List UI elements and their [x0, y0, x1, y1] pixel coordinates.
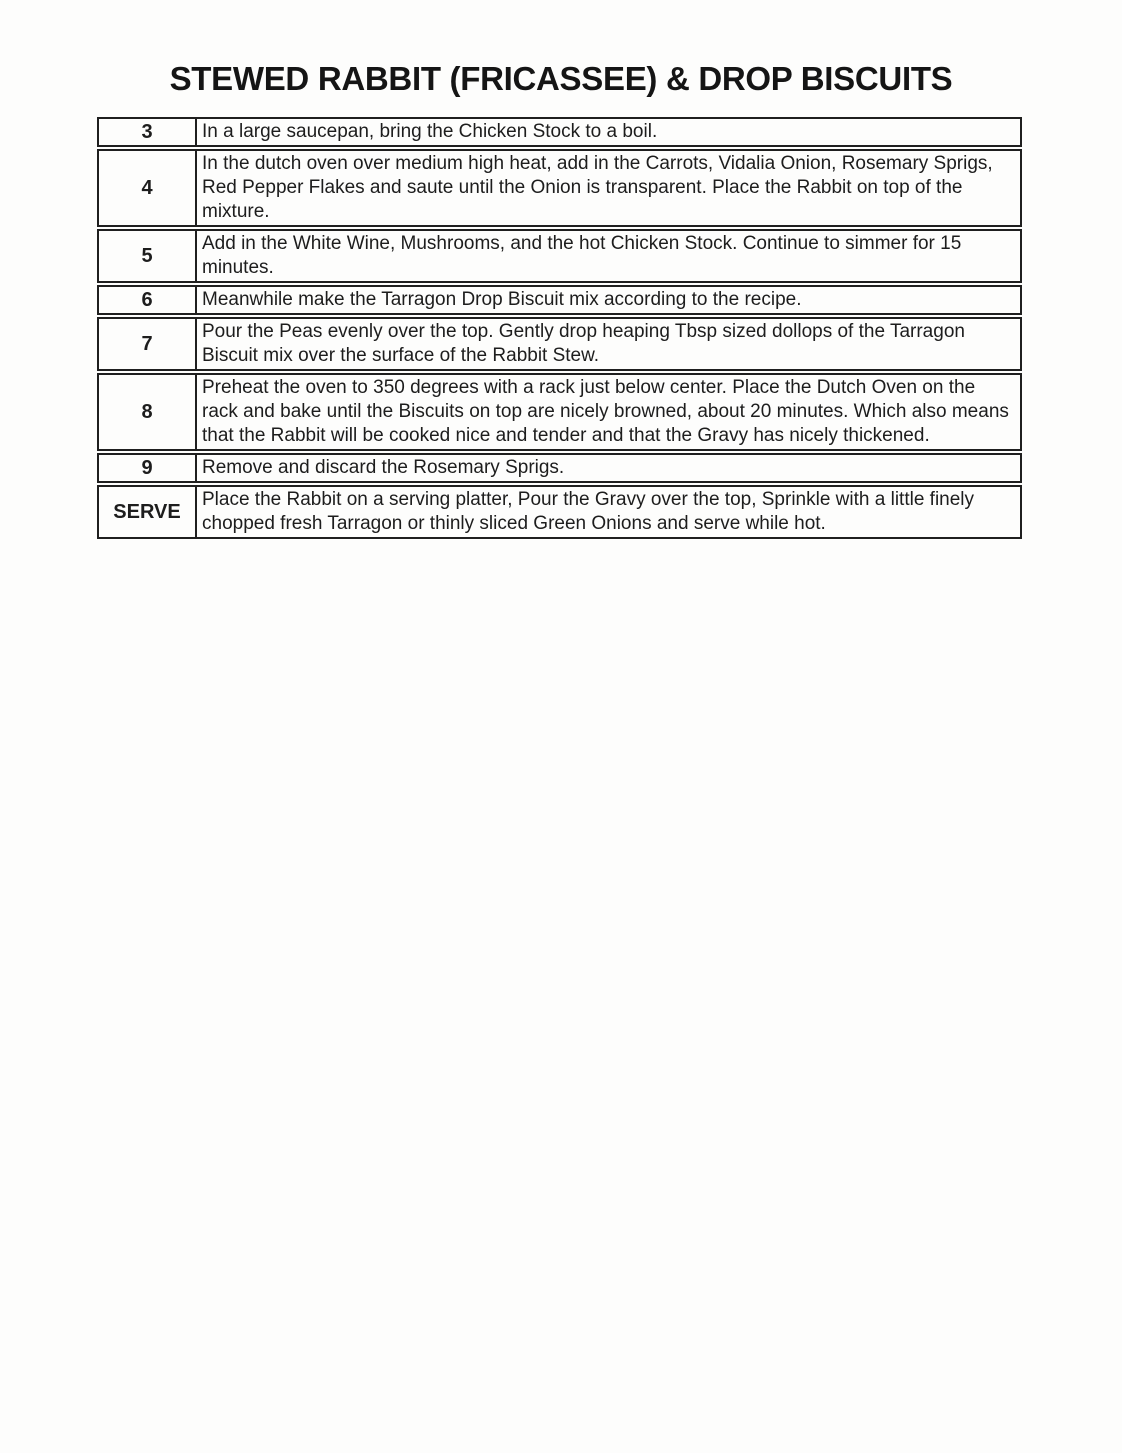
table-row — [97, 485, 1022, 539]
instruction-text: Pour the Peas evenly over the top. Gently drop heaping Tbsp sized dollops of the Tarragon Biscuit mix over the surface of the Rabbit Stew. — [202, 321, 965, 366]
instruction-cell — [197, 231, 1020, 281]
step-number-cell: 4 — [99, 151, 197, 225]
instruction-cell — [197, 455, 1020, 481]
step-number-cell: 3 — [99, 119, 197, 145]
instruction-text: Preheat the oven to 350 degrees with a rack just below center. Place the Dutch Oven on the rack and bake until the Biscuits on top are nicely browned, about 20 minutes. Which also means that the Rabbit will be cooked nice and tender and that the Gravy has nicely thickened. — [202, 377, 1009, 446]
instruction-text: Meanwhile make the Tarragon Drop Biscuit mix according to the recipe. — [202, 289, 802, 310]
instruction-cell — [197, 319, 1020, 369]
page-title: STEWED RABBIT (FRICASSEE) & DROP BISCUITS — [169, 60, 953, 97]
instruction-text: In the dutch oven over medium high heat, add in the Carrots, Vidalia Onion, Rosemary Sprigs, Red Pepper Flakes and saute until the Onion is transparent. Place the Rabbit on top of the mixture. — [202, 153, 993, 222]
step-number-cell: SERVE — [99, 487, 197, 537]
step-number-cell: 8 — [99, 375, 197, 449]
instruction-cell — [197, 287, 1020, 313]
instruction-cell — [197, 119, 1020, 145]
step-number-cell: 9 — [99, 455, 197, 481]
table-row — [97, 373, 1022, 451]
table-row — [97, 229, 1022, 283]
step-number-cell: 5 — [99, 231, 197, 281]
step-number-cell: 6 — [99, 287, 197, 313]
table-row — [97, 285, 1022, 315]
step-number-cell: 7 — [99, 319, 197, 369]
instruction-text: Remove and discard the Rosemary Sprigs. — [202, 457, 565, 478]
instruction-cell — [197, 487, 1020, 537]
instruction-text: Place the Rabbit on a serving platter, Pour the Gravy over the top, Sprinkle with a little finely chopped fresh Tarragon or thinly sliced Green Onions and serve while hot. — [202, 489, 975, 534]
table-row — [97, 117, 1022, 147]
instruction-cell — [197, 375, 1020, 449]
table-row — [97, 453, 1022, 483]
instruction-cell — [197, 151, 1020, 225]
instruction-text: In a large saucepan, bring the Chicken Stock to a boil. — [202, 121, 658, 142]
table-row — [97, 149, 1022, 227]
instruction-text: Add in the White Wine, Mushrooms, and the hot Chicken Stock. Continue to simmer for 15 minutes. — [202, 233, 962, 278]
recipe-steps-table — [97, 117, 1022, 541]
table-row — [97, 317, 1022, 371]
